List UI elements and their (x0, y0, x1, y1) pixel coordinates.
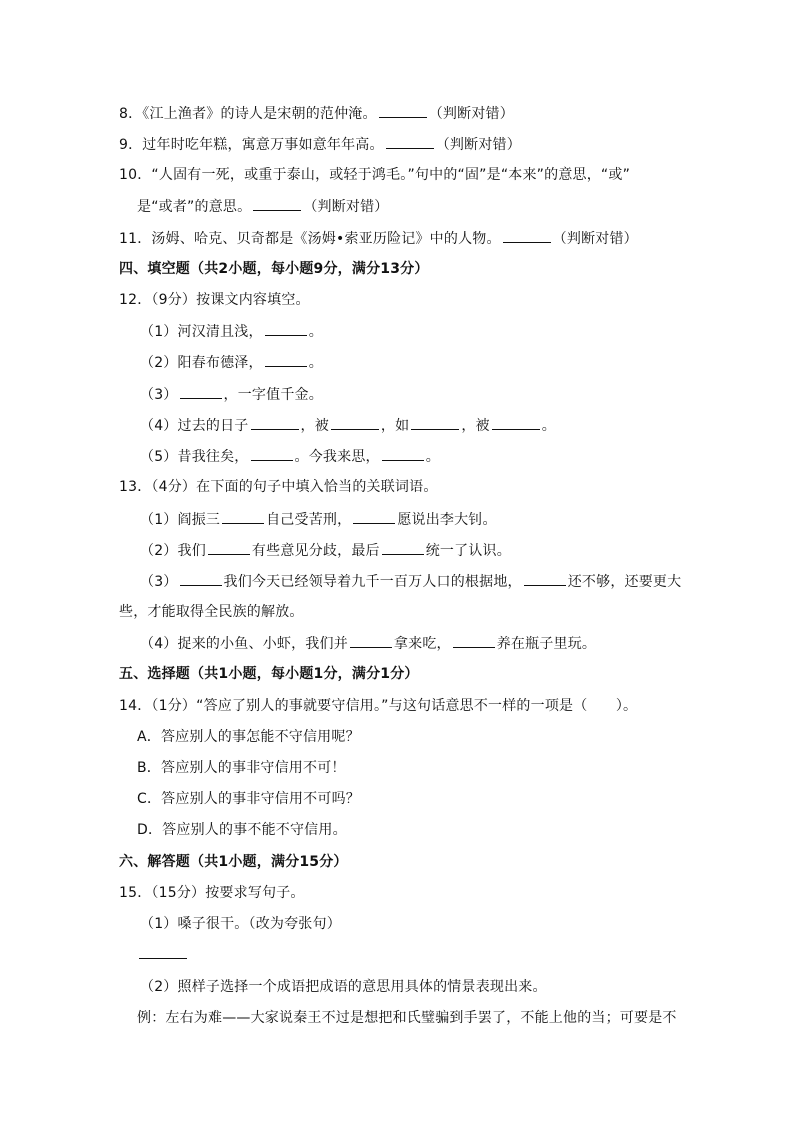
answer-blank[interactable] (265, 321, 307, 336)
item-text: 愿说出李大钊。 (397, 512, 497, 528)
answer-blank[interactable] (382, 540, 424, 555)
question-15-answer-line (137, 944, 189, 965)
answer-blank[interactable] (503, 228, 551, 243)
question-15-item-1: （1）嗓子很干。（改为夸张句） (140, 916, 341, 932)
question-10-text: 10．“人固有一死，或重于泰山，或轻于鸿毛。”句中的“固”是“本来”的意思，“或” (119, 167, 631, 183)
item-text: 拿来吃， (393, 636, 451, 652)
question-10-text-cont: 是“或者”的意思。 (137, 199, 252, 215)
judge-hint: （判断对错） (303, 199, 389, 215)
item-text: （5）昔我往矣， (140, 449, 249, 465)
answer-blank[interactable] (331, 415, 379, 430)
question-15-item-2: （2）照样子选择一个成语把成语的意思用具体的情景表现出来。 (140, 979, 547, 995)
answer-blank[interactable] (208, 540, 250, 555)
item-text: （3） (140, 387, 178, 403)
answer-blank[interactable] (350, 633, 392, 648)
item-text: 养在瓶子里玩。 (496, 636, 597, 652)
answer-blank[interactable] (253, 196, 301, 211)
answer-blank[interactable] (382, 446, 424, 461)
answer-blank[interactable] (222, 509, 264, 524)
question-9 (119, 134, 521, 155)
answer-blank[interactable] (180, 571, 222, 586)
answer-blank[interactable] (411, 415, 459, 430)
answer-blank[interactable] (379, 103, 427, 118)
answer-blank[interactable] (180, 384, 222, 399)
item-text: （4）过去的日子 (140, 418, 249, 434)
item-text: 。 (308, 324, 323, 340)
item-text: 统一了认识。 (425, 543, 511, 559)
option-a[interactable]: A．答应别人的事怎能不守信用呢？ (137, 729, 360, 745)
section-heading-4: 四、填空题（共2小题，每小题9分，满分13分） (119, 261, 429, 277)
answer-blank[interactable] (353, 509, 395, 524)
item-text: 自己受苦刑， (266, 512, 352, 528)
question-9-text: 9．过年时吃年糕，寓意万事如意年年高。 (119, 137, 384, 153)
option-b[interactable]: B．答应别人的事非守信用不可！ (137, 760, 346, 776)
judge-hint: （判断对错） (435, 137, 521, 153)
question-12-item-4 (140, 415, 556, 436)
answer-blank[interactable] (453, 633, 495, 648)
question-13-item-2 (140, 540, 511, 561)
answer-blank[interactable] (265, 352, 307, 367)
question-12-item-2 (140, 352, 323, 373)
question-8-text: 8．《江上渔者》的诗人是宋朝的范仲淹。 (119, 106, 377, 122)
answer-blank[interactable] (139, 944, 187, 959)
question-11 (119, 228, 638, 249)
question-12-stem: 12．（9分）按课文内容填空。 (119, 292, 310, 308)
question-8 (119, 103, 514, 124)
question-10-line-1 (119, 165, 630, 185)
item-text: （2）阳春布德泽， (140, 355, 263, 371)
question-12-item-5 (140, 446, 440, 467)
item-text: 还不够，还要更大 (567, 574, 682, 590)
option-c[interactable]: C．答应别人的事非守信用不可吗？ (137, 791, 360, 807)
question-11-text: 11．汤姆、哈克、贝奇都是《汤姆•索亚历险记》中的人物。 (119, 231, 501, 247)
item-text: （4）捉来的小鱼、小虾，我们并 (140, 636, 348, 652)
item-text: 我们今天已经领导着九千一百万人口的根据地， (223, 574, 522, 590)
answer-blank[interactable] (251, 415, 299, 430)
item-text: 。 (425, 449, 440, 465)
answer-blank[interactable] (524, 571, 566, 586)
item-text: ，被 (461, 418, 490, 434)
question-13-item-4 (140, 633, 596, 654)
answer-blank[interactable] (386, 134, 434, 149)
item-text: ，如 (380, 418, 410, 434)
item-text: （1）阎振三 (140, 512, 221, 528)
item-text: 。 (541, 418, 556, 434)
item-text: ，一字值千金。 (223, 387, 323, 403)
item-text: ，被 (300, 418, 329, 434)
question-15-example: 例：左右为难——大家说秦王不过是想把和氏璧骗到手罢了，不能上他的当；可要是不 (137, 1010, 677, 1026)
item-text: （1）河汉清且浅， (140, 324, 263, 340)
question-12-item-3 (140, 384, 323, 405)
item-text: 有些意见分歧，最后 (251, 543, 380, 559)
section-heading-5: 五、选择题（共1小题，每小题1分，满分1分） (119, 666, 419, 682)
answer-blank[interactable] (251, 446, 293, 461)
item-text: （2）我们 (140, 543, 206, 559)
question-12-item-1 (140, 321, 323, 342)
item-text: （3） (140, 574, 178, 590)
judge-hint: （判断对错） (428, 106, 514, 122)
question-10-line-2 (137, 196, 389, 217)
question-13-item-3 (140, 571, 681, 592)
answer-blank[interactable] (492, 415, 540, 430)
item-text: 。 (308, 355, 323, 371)
question-13-stem: 13．（4分）在下面的句子中填入恰当的关联词语。 (119, 479, 438, 495)
question-15-stem: 15．（15分）按要求写句子。 (119, 885, 305, 901)
section-heading-6: 六、解答题（共1小题，满分15分） (119, 854, 348, 870)
question-13-item-1 (140, 509, 497, 530)
question-13-item-3-cont: 些，才能取得全民族的解放。 (119, 604, 304, 620)
question-14-stem: 14．（1分）“答应了别人的事就要守信用。”与这句话意思不一样的一项是（ ）。 (119, 698, 638, 714)
option-d[interactable]: D．答应别人的事不能不守信用。 (137, 822, 347, 838)
judge-hint: （判断对错） (552, 231, 638, 247)
item-text: 。今我来思， (294, 449, 380, 465)
